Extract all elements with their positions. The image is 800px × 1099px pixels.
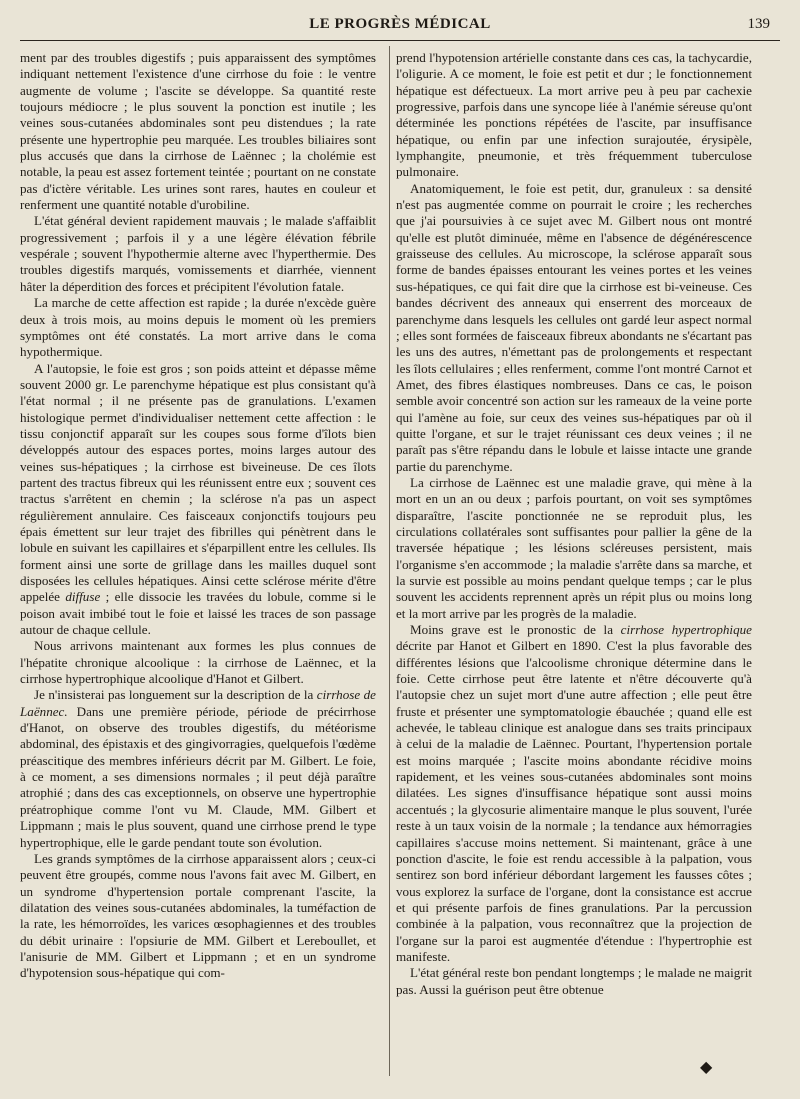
paragraph: L'état général reste bon pendant longtemps ; le malade ne maigrit pas. Aussi la guérison peut être obtenue bbox=[396, 965, 752, 997]
paragraph: Les grands symptômes de la cirrhose apparaissent alors ; ceux-ci peuvent être groupés, comme nous l'avons fait avec M. Gilbert, en un syndrome d'hypertension portale comprenant l'ascite, la dilatation des veines sous-cutanées abdominales, la tuméfaction de la rate, les hémorroïdes, les varices œsophagiennes et des troubles du débit urinaire : l'opsiurie de MM. Gilbert et Lereboullet, et l'anisurie de MM. Gilbert et Lippmann ; et en un syndrome d'hypotension sous-hépatique qui com- bbox=[20, 850, 376, 981]
paragraph: La cirrhose de Laënnec est une maladie grave, qui mène à la mort en un an ou deux ; parfois pourtant, on voit ses symptômes disparaître, l'ascite ponctionnée ne se reproduit plus, les circulations collatérales sont suffisantes pour pallier la gêne de la traversée hépatique ; les lésions scléreuses persistent, mais l'organisme s'en accommode ; la maladie s'arrête dans sa marche, et la survie est possible au moins pendant quelque temps ; car le plus souvent les accidents reprennent après un répit plus ou moins long et la mort arrive par les progrès de la maladie. bbox=[396, 474, 752, 621]
right-column bbox=[396, 50, 752, 998]
paragraph-text: A l'autopsie, le foie est gros ; son poids atteint et dépasse même souvent 2000 gr. Le parenchyme hépatique est plus consistant qu'à l'état normal ; il ne présente pas de granulations. L'examen histologique permet d'individualiser nettement cette affection : le tissu conjonctif apparaît sur les coupes sous forme d'îlots bien développés autour des espaces portes, moins larges autour des veines sus-hépatiques ; la cirrhose est biveineuse. De ces îlots partent des tractus fibreux qui les réunissent entre eux ; souvent ces tractus s'arrêtent en chemin ; la sclérose n'a pas un aspect régulièrement annulaire. Ces faisceaux conjonctifs toujours peu épais émettent sur leur trajet des fibrilles qui pénètrent dans le lobule en suivant les capillaires et s'éparpillent entre les cellules. Ils forment ainsi une sorte de grillage dans les mailles duquel sont disposées les cellules hépatiques. Ainsi cette sclérose mérite d'être appelée bbox=[20, 360, 376, 605]
emphasis-text: cirrhose de Laënnec. bbox=[20, 687, 376, 719]
emphasis-text: diffuse bbox=[65, 589, 101, 605]
left-column bbox=[20, 50, 376, 982]
paragraph-text: Dans une première période, période de précirrhose d'Hanot, on observe des troubles digestifs, du météorisme abdominal, des épistaxis et des gingivorragies, quelquefois l'œdème préascitique des membres inférieurs décrit par M. Gilbert. Le foie, à ce moment, a ses dimensions normales ; il peut déjà paraître atrophié ; dans des cas exceptionnels, on observe une hypertrophie préatrophique comme l'ont vu M. Claude, MM. Gilbert et Lippmann ; mais le plus souvent, quand une cirrhose prend le type hypertrophique, elle le garde pendant toute son évolution. bbox=[20, 703, 376, 850]
paragraph-text: Je n'insisterai pas longuement sur la description de la bbox=[34, 687, 314, 703]
page-number: 139 bbox=[747, 16, 770, 32]
paragraph bbox=[20, 687, 376, 850]
paragraph: prend l'hypotension artérielle constante dans ces cas, la tachycardie, l'oligurie. A ce moment, le foie est petit et dur ; le fonctionnement hépatique est défectueux. La mort arrive peu à peu par cachexie progressive, parfois dans une syncope liée à l'anémie séreuse qu'ont déterminée les ponctions répétées de l'ascite, par insuffisance hépatique, ou enfin par une infection surajoutée, érysipèle, lymphangite, pneumonie, et très fréquemment tuberculose pulmonaire. bbox=[396, 50, 752, 180]
paragraph bbox=[396, 622, 752, 965]
running-title: LE PROGRÈS MÉDICAL bbox=[309, 16, 491, 32]
paragraph: L'état général devient rapidement mauvais ; le malade s'affaiblit progressivement ; parfois il y a une légère élévation fébrile vespérale ; souvent l'hypothermie alterne avec l'hyperthermie. Des troubles digestifs marqués, vomissements et diarrhée, viennent hâter la déperdition des forces et précipitent l'évolution fatale. bbox=[20, 213, 376, 294]
paragraph-text: décrite par Hanot et Gilbert en 1890. C'est la plus favorable des différentes lésions que l'alcoolisme chronique détermine dans le foie. Cette cirrhose peut être latente et n'être découverte qu'à l'autopsie chez un sujet mort d'une autre affection ; elle peut être fruste et présenter une symptomatologie ébauchée ; quand elle est achevée, le tableau clinique est analogue dans ses traits principaux à celui de la maladie de Laënnec. Pourtant, l'hypertension portale est moins marquée ; l'ascite moins abondante récidive moins rapidement, et les veines sous-cutanées abdominales sont moins dilatées. Les signes d'insuffisance hépatique sont aussi moins accentués ; la glycosurie alimentaire manque le plus souvent, l'urée reste à un taux voisin de la normale ; la tendance aux hémorragies capillaires s'accuse moins nettement. Si maintenant, grâce à une ponction d'ascite, le foie est rendu accessible à la palpation, vous sentirez son bord inférieur débordant largement les fausses côtes ; vous explorez la surface de l'organe, dont la consistance est accrue et qui présente parfois de fines granulations. Par la percussion combinée à la palpation, vous reconnaîtrez que la projection de l'organe sur la paroi est augmentée d'étendue : l'hypertrophie est manifeste. bbox=[396, 638, 752, 964]
paragraph-text: Moins grave est le pronostic de la bbox=[410, 622, 614, 638]
paragraph bbox=[20, 361, 376, 639]
column-divider bbox=[389, 46, 390, 1076]
page-header bbox=[20, 10, 780, 41]
emphasis-text: cirrhose hypertrophique bbox=[620, 622, 752, 638]
paragraph: Nous arrivons maintenant aux formes les plus connues de l'hépatite chronique alcoolique : la cirrhose de Laënnec, et la cirrhose hypertrophique alcoolique d'Hanot et Gilbert. bbox=[20, 638, 376, 687]
diamond-ornament-icon: ◆ bbox=[700, 1059, 713, 1076]
paragraph: ment par des troubles digestifs ; puis apparaissent des symptômes indiquant nettement l'existence d'une cirrhose du foie : le ventre augmente de volume ; l'ascite se développe. Sa quantité reste toujours médiocre ; le plus souvent la ponction est inutile ; les veines sous-cutanées abdominales sont peu distendues ; la rate présente une hypertrophie peu marquée. Les troubles biliaires sont plus accusés que dans la cirrhose de Laënnec ; la cholémie est notable, la peau est assez fortement teintée ; pourtant on ne constate pas d'ictère véritable. Les urines sont rares, hautes en couleur et renferment une quantité notable d'urobiline. bbox=[20, 50, 376, 213]
paragraph: Anatomiquement, le foie est petit, dur, granuleux : sa densité n'est pas augmentée comme on pourrait le croire ; les recherches que j'ai poursuivies à ce sujet avec M. Gilbert nous ont montré qu'elle est plutôt diminuée, même en l'absence de dégénérescence graisseuse des cellules. Au microscope, la sclérose apparaît sous forme de bandes épaisses entourant les veines portes et les veines sus-hépatiques, ce qui fait dire que la cirrhose est bi-veineuse. Ces bandes décrivent des anneaux qui enserrent des morceaux de parenchyme dans lesquels les cellules ont gardé leur aspect normal ; elles sont formées de faisceaux fibreux abondants ne s'écartant pas les uns des autres, n'émettant pas de prolongements et respectant les îlots cellulaires ; elles renferment, comme l'ont montré Carnot et Amet, des fibres élastiques nombreuses. Dans ce cas, le poison semble avoir concentré son action sur les rameaux de la veine porte qui l'amène au foie, sur ceux des veines sus-hépatiques par où il quitte l'organe, et sur le trajet réunissant ces deux veines ; il ne paraît pas s'être répandu dans le lobule et laisse intacte une grande partie du parenchyme. bbox=[396, 180, 752, 474]
paragraph: La marche de cette affection est rapide ; la durée n'excède guère deux à trois mois, au moins depuis le moment où les premiers symptômes ont été constatés. La mort arrive dans le coma hypothermique. bbox=[20, 295, 376, 360]
paragraph-text: ; elle dissocie les travées du lobule, comme si le poison avait imbibé tout le foie et laissé les traces de son passage autour de chaque cellule. bbox=[20, 589, 376, 638]
